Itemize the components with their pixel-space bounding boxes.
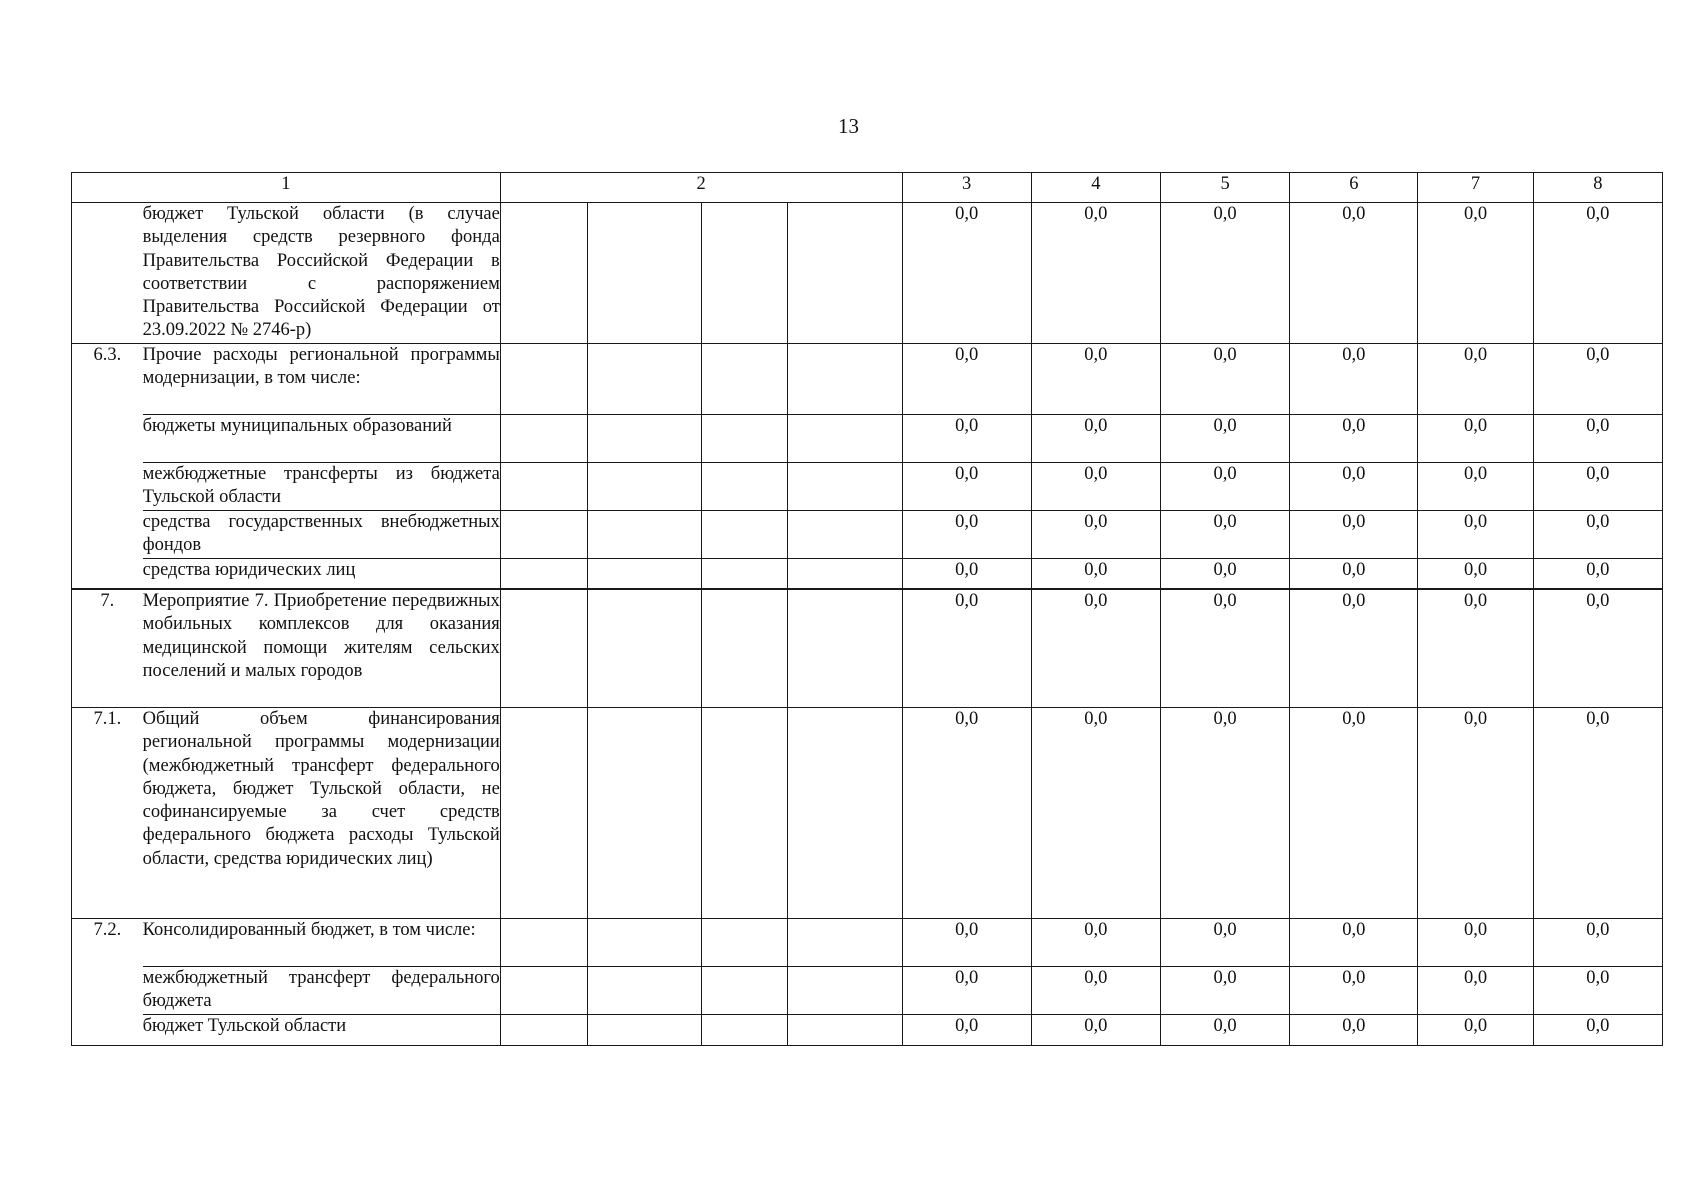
row-description: Общий объем финансирования региональной программы модернизации (межбюджетный трансферт федерального бюджета, бюджет Тульской области, не софинансируемые за счет средств федерального бюджета расходы Тульской области, средства юридических лиц) [143,708,501,919]
empty-cell [788,708,902,919]
value-cell: 0,0 [1418,203,1533,344]
row-description: бюджет Тульской области (в случае выделения средств резервного фонда Правительства Российской Федерации в соответствии с распоряжением Правительства Российской Федерации от 23.09.2022 № 2746-р) [143,203,501,344]
empty-cell [500,919,587,967]
header-col-5: 5 [1160,173,1289,203]
value-cell: 0,0 [1031,463,1160,511]
row-description: бюджет Тульской области [143,1015,501,1046]
row-number [72,511,143,559]
empty-cell [500,967,587,1015]
value-cell: 0,0 [1418,463,1533,511]
row-description: Мероприятие 7. Приобретение передвижных мобильных комплексов для оказания медицинской помощи жителям сельских поселений и малых городов [143,589,501,708]
table-row [72,463,1663,511]
value-cell: 0,0 [1031,589,1160,708]
value-cell: 0,0 [1290,344,1418,415]
value-cell: 0,0 [902,919,1031,967]
value-cell: 0,0 [1533,967,1662,1015]
value-cell: 0,0 [1031,511,1160,559]
row-number [72,415,143,463]
value-cell: 0,0 [902,203,1031,344]
value-cell: 0,0 [1533,559,1662,590]
value-cell: 0,0 [1533,1015,1662,1046]
empty-cell [788,203,902,344]
value-cell: 0,0 [1160,203,1289,344]
page-number: 13 [838,114,859,138]
empty-cell [702,919,788,967]
empty-cell [587,463,701,511]
value-cell: 0,0 [1290,463,1418,511]
empty-cell [587,708,701,919]
value-cell: 0,0 [1418,344,1533,415]
empty-cell [587,967,701,1015]
value-cell: 0,0 [1290,708,1418,919]
value-cell: 0,0 [1031,415,1160,463]
empty-cell [788,589,902,708]
empty-cell [587,415,701,463]
row-number: 7.1. [72,708,143,919]
empty-cell [500,559,587,590]
header-col-8: 8 [1533,173,1662,203]
empty-cell [500,1015,587,1046]
empty-cell [587,203,701,344]
value-cell: 0,0 [1533,511,1662,559]
value-cell: 0,0 [1031,203,1160,344]
value-cell: 0,0 [1160,589,1289,708]
value-cell: 0,0 [1418,511,1533,559]
value-cell: 0,0 [1533,589,1662,708]
table-row [72,415,1663,463]
row-number [72,203,143,344]
header-col-3: 3 [902,173,1031,203]
row-number: 7. [72,589,143,708]
value-cell: 0,0 [1290,415,1418,463]
row-number [72,967,143,1015]
empty-cell [500,344,587,415]
table-row [72,559,1663,590]
value-cell: 0,0 [902,511,1031,559]
value-cell: 0,0 [1533,919,1662,967]
empty-cell [702,708,788,919]
empty-cell [587,589,701,708]
empty-cell [788,1015,902,1046]
value-cell: 0,0 [1533,344,1662,415]
empty-cell [788,919,902,967]
empty-cell [702,559,788,590]
table-row [72,708,1663,919]
value-cell: 0,0 [1160,511,1289,559]
row-number [72,463,143,511]
value-cell: 0,0 [1160,344,1289,415]
value-cell: 0,0 [1160,1015,1289,1046]
value-cell: 0,0 [902,463,1031,511]
empty-cell [788,415,902,463]
value-cell: 0,0 [902,967,1031,1015]
table-row [72,203,1663,344]
header-col-1: 1 [72,173,501,203]
empty-cell [500,589,587,708]
row-description: Прочие расходы региональной программы модернизации, в том числе: [143,344,501,415]
value-cell: 0,0 [1290,1015,1418,1046]
row-number: 7.2. [72,919,143,967]
value-cell: 0,0 [902,415,1031,463]
row-description: межбюджетный трансферт федерального бюджета [143,967,501,1015]
empty-cell [702,511,788,559]
value-cell: 0,0 [902,708,1031,919]
value-cell: 0,0 [1418,1015,1533,1046]
row-number [72,1015,143,1046]
financing-table [71,172,1663,1046]
value-cell: 0,0 [1031,967,1160,1015]
empty-cell [702,415,788,463]
value-cell: 0,0 [1418,967,1533,1015]
value-cell: 0,0 [1290,559,1418,590]
table-row [72,919,1663,967]
empty-cell [788,559,902,590]
row-description: Консолидированный бюджет, в том числе: [143,919,501,967]
header-col-2: 2 [500,173,902,203]
row-number: 6.3. [72,344,143,415]
value-cell: 0,0 [1031,708,1160,919]
header-col-7: 7 [1418,173,1533,203]
value-cell: 0,0 [1533,203,1662,344]
value-cell: 0,0 [1031,559,1160,590]
value-cell: 0,0 [1418,559,1533,590]
value-cell: 0,0 [1418,589,1533,708]
value-cell: 0,0 [1290,919,1418,967]
table-row [72,344,1663,415]
value-cell: 0,0 [1290,967,1418,1015]
value-cell: 0,0 [1290,203,1418,344]
row-number [72,559,143,590]
value-cell: 0,0 [1160,708,1289,919]
header-col-4: 4 [1031,173,1160,203]
row-description: бюджеты муниципальных образований [143,415,501,463]
value-cell: 0,0 [1031,344,1160,415]
empty-cell [587,919,701,967]
empty-cell [587,511,701,559]
value-cell: 0,0 [1418,708,1533,919]
empty-cell [587,559,701,590]
value-cell: 0,0 [1160,967,1289,1015]
value-cell: 0,0 [902,589,1031,708]
empty-cell [788,967,902,1015]
table-row [72,511,1663,559]
value-cell: 0,0 [1031,919,1160,967]
value-cell: 0,0 [1160,463,1289,511]
row-description: межбюджетные трансферты из бюджета Тульской области [143,463,501,511]
value-cell: 0,0 [1290,511,1418,559]
empty-cell [788,511,902,559]
table-row [72,1015,1663,1046]
empty-cell [788,344,902,415]
value-cell: 0,0 [1290,589,1418,708]
empty-cell [788,463,902,511]
empty-cell [500,708,587,919]
empty-cell [500,511,587,559]
value-cell: 0,0 [1418,415,1533,463]
value-cell: 0,0 [1160,559,1289,590]
row-description: средства юридических лиц [143,559,501,590]
row-description: средства государственных внебюджетных фондов [143,511,501,559]
value-cell: 0,0 [1533,708,1662,919]
value-cell: 0,0 [902,1015,1031,1046]
value-cell: 0,0 [1160,919,1289,967]
value-cell: 0,0 [1418,919,1533,967]
value-cell: 0,0 [1031,1015,1160,1046]
empty-cell [587,1015,701,1046]
empty-cell [702,203,788,344]
table-row [72,589,1663,708]
value-cell: 0,0 [1533,415,1662,463]
value-cell: 0,0 [902,559,1031,590]
empty-cell [702,967,788,1015]
empty-cell [702,463,788,511]
empty-cell [702,1015,788,1046]
table-row [72,967,1663,1015]
empty-cell [500,463,587,511]
value-cell: 0,0 [1160,415,1289,463]
empty-cell [500,203,587,344]
header-col-6: 6 [1290,173,1418,203]
table-header-row [72,173,1663,203]
value-cell: 0,0 [902,344,1031,415]
empty-cell [702,589,788,708]
value-cell: 0,0 [1533,463,1662,511]
empty-cell [500,415,587,463]
empty-cell [587,344,701,415]
empty-cell [702,344,788,415]
